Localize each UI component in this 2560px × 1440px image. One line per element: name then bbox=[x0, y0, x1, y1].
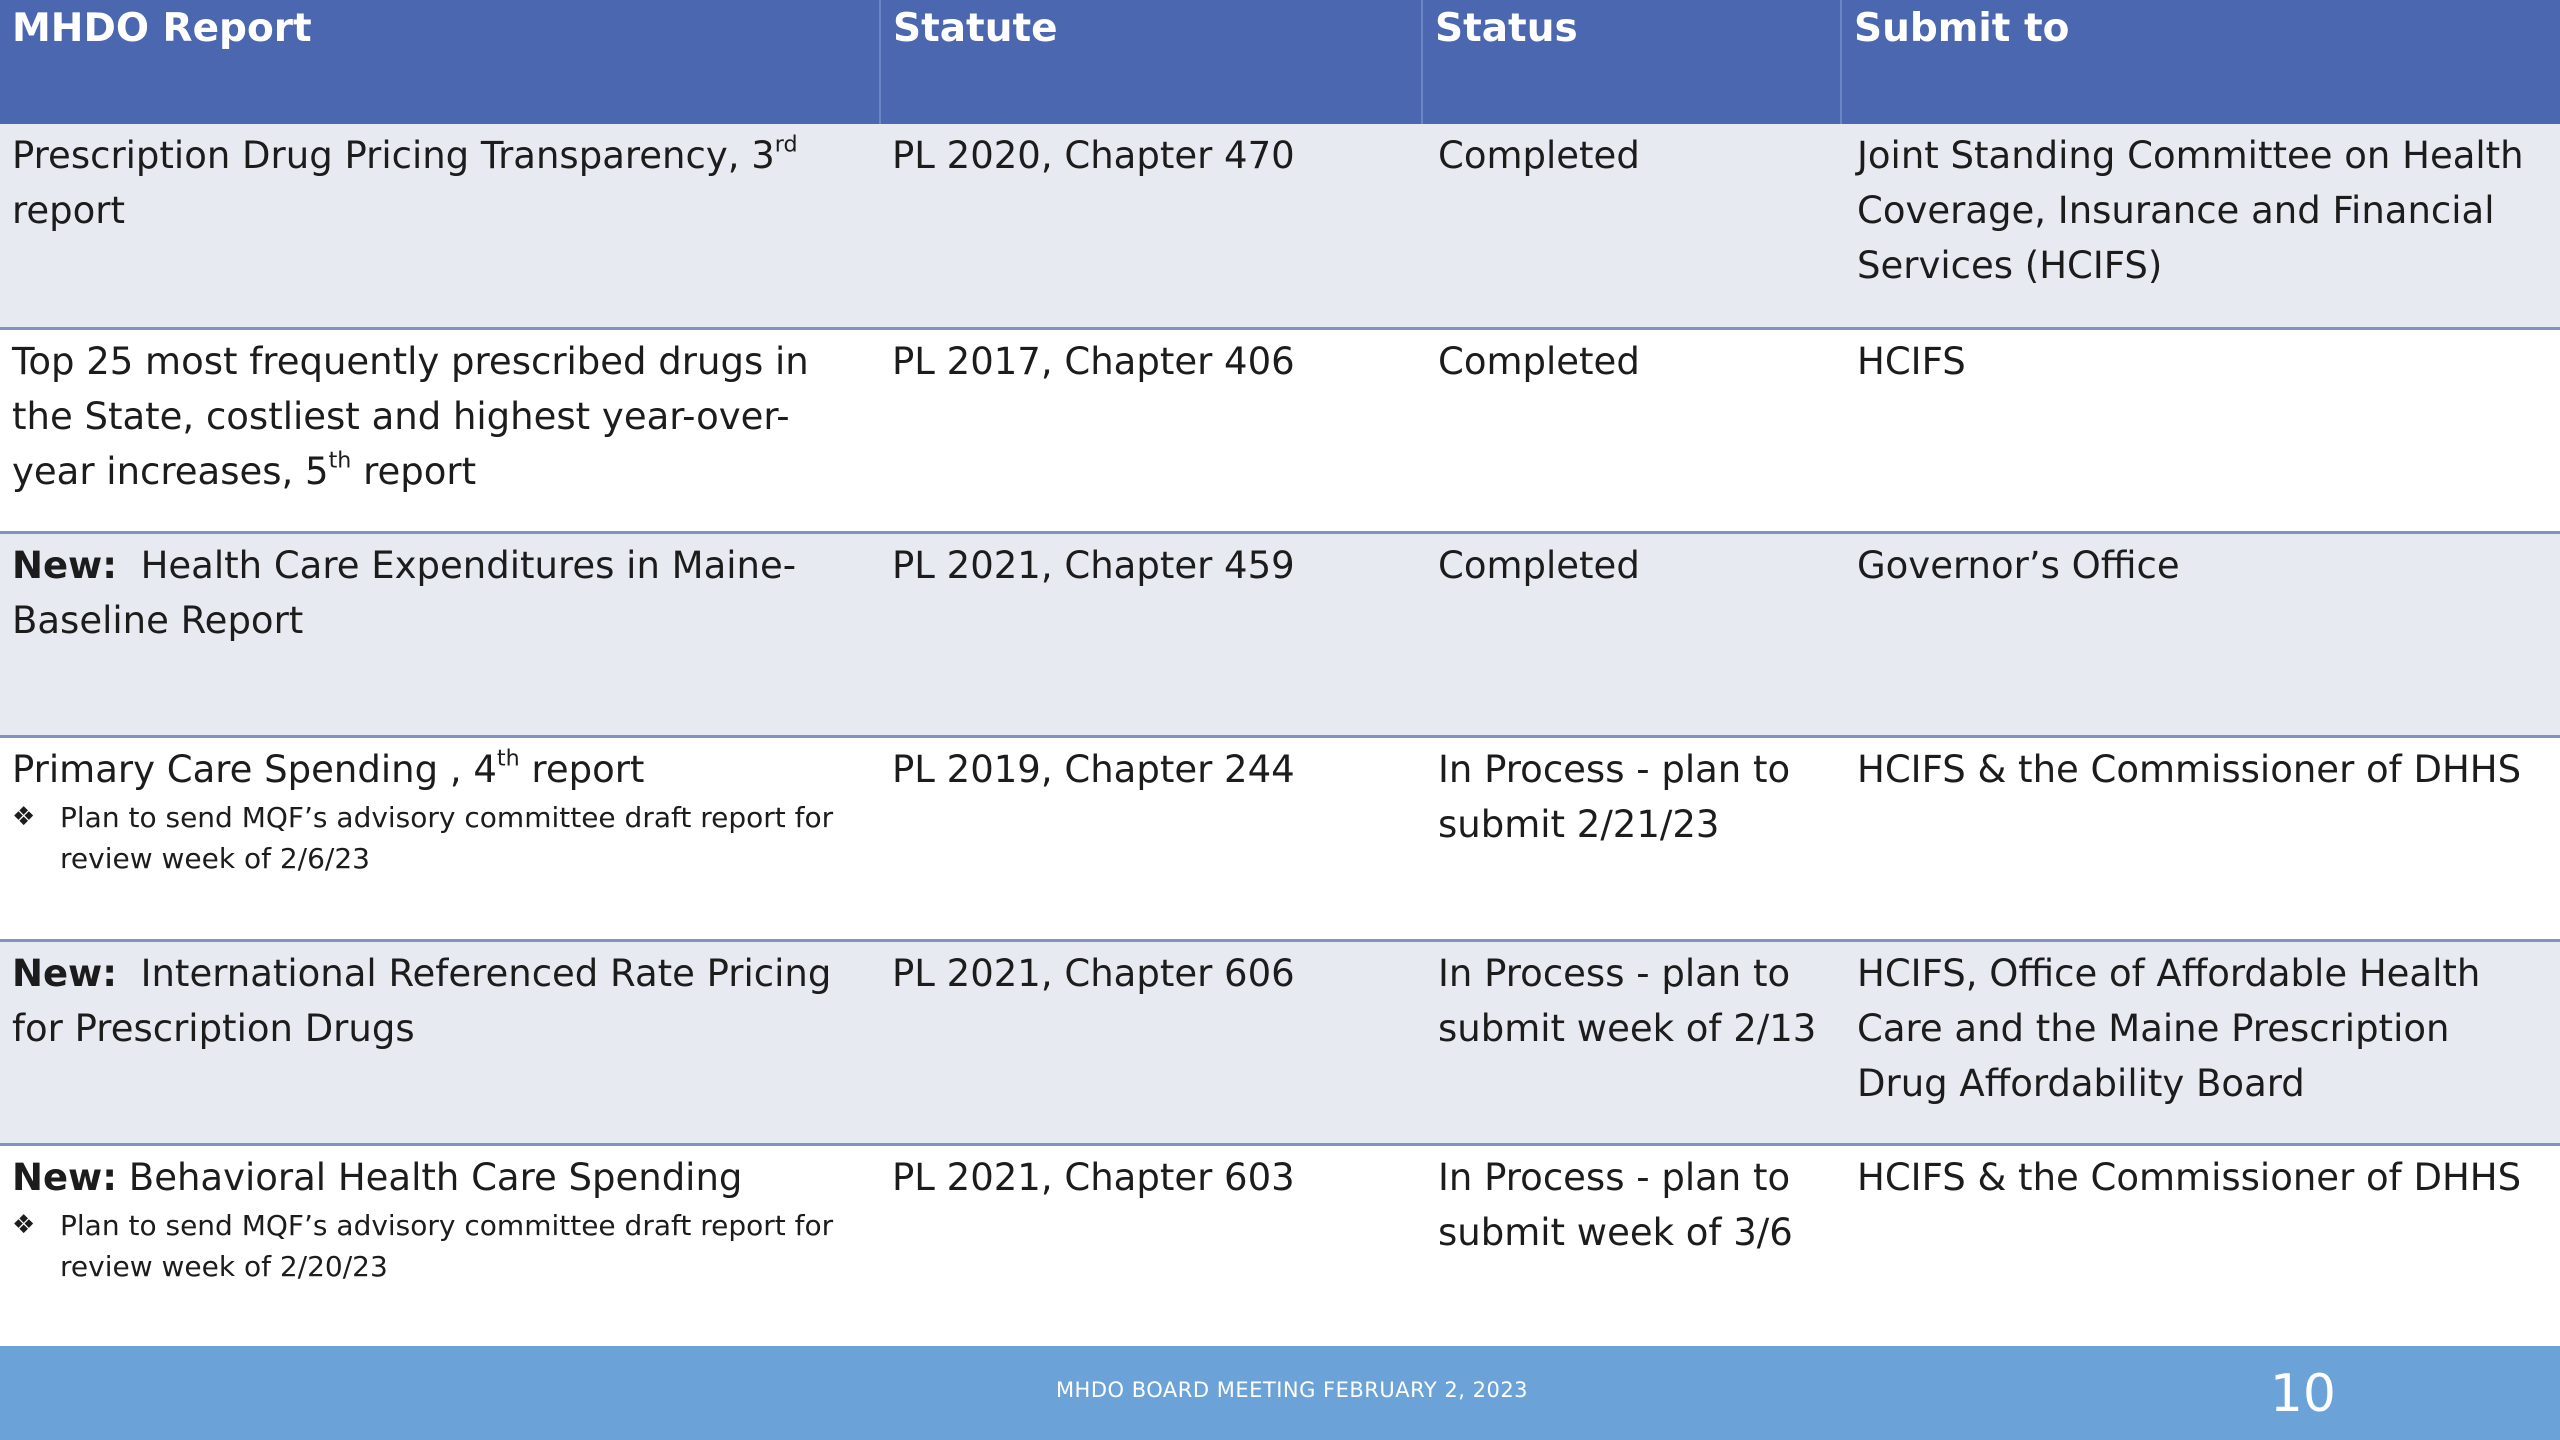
new-label: New: bbox=[12, 543, 118, 587]
diamond-bullet-icon: ❖ bbox=[12, 1209, 36, 1240]
status-cell: Completed bbox=[1422, 328, 1841, 532]
report-title-suffix: report bbox=[12, 189, 126, 232]
statute-cell: PL 2021, Chapter 603 bbox=[880, 1144, 1422, 1348]
report-cell bbox=[0, 328, 880, 532]
submit-to-cell: Joint Standing Committee on Health Coverage, Insurance and Financial Services (HCIFS) bbox=[1841, 124, 2560, 328]
submit-to-cell: HCIFS bbox=[1841, 328, 2560, 532]
header-mhdo-report: MHDO Report bbox=[0, 0, 880, 124]
report-title: Primary Care Spending , 4 bbox=[12, 747, 497, 791]
status-cell: In Process - plan to submit 2/21/23 bbox=[1422, 736, 1841, 940]
statute-cell: PL 2021, Chapter 606 bbox=[880, 940, 1422, 1144]
ordinal-suffix: th bbox=[496, 744, 520, 771]
header-submit-to: Submit to bbox=[1841, 0, 2560, 124]
report-title-suffix: report bbox=[519, 747, 645, 791]
report-note-text: Plan to send MQF’s advisory committee draft report for review week of 2/6/23 bbox=[60, 800, 834, 875]
table-row bbox=[0, 1144, 2560, 1348]
status-cell: Completed bbox=[1422, 532, 1841, 736]
submit-to-cell: Governor’s Office bbox=[1841, 532, 2560, 736]
ordinal-suffix: rd bbox=[774, 131, 798, 158]
statute-cell: PL 2020, Chapter 470 bbox=[880, 124, 1422, 328]
submit-to-cell: HCIFS & the Commissioner of DHHS bbox=[1841, 1144, 2560, 1348]
statute-cell: PL 2021, Chapter 459 bbox=[880, 532, 1422, 736]
header-statute: Statute bbox=[880, 0, 1422, 124]
new-label: New: bbox=[12, 1155, 118, 1199]
report-note bbox=[12, 1205, 868, 1287]
report-title: Health Care Expenditures in Maine- Baseline Report bbox=[12, 543, 808, 642]
footer-bar bbox=[0, 1346, 2560, 1440]
footer-meeting-label: MHDO BOARD MEETING FEBRUARY 2, 2023 bbox=[1055, 1378, 1529, 1402]
table-row bbox=[0, 328, 2560, 532]
report-note-text: Plan to send MQF’s advisory committee draft report for review week of 2/20/23 bbox=[60, 1208, 834, 1283]
table-row bbox=[0, 124, 2560, 328]
ordinal-suffix: th bbox=[328, 446, 352, 473]
diamond-bullet-icon: ❖ bbox=[12, 801, 36, 832]
report-title-suffix: report bbox=[351, 449, 477, 493]
statute-cell: PL 2019, Chapter 244 bbox=[880, 736, 1422, 940]
report-title: International Referenced Rate Pricing for Prescription Drugs bbox=[12, 951, 844, 1050]
submit-to-cell: HCIFS, Office of Affordable Health Care and the Maine Prescription Drug Affordability Board bbox=[1841, 940, 2560, 1144]
submit-to-cell: HCIFS & the Commissioner of DHHS bbox=[1841, 736, 2560, 940]
new-label: New: bbox=[12, 951, 118, 995]
report-title: Prescription Drug Pricing Transparency, 3 bbox=[12, 134, 775, 177]
report-cell bbox=[0, 736, 880, 940]
status-cell: Completed bbox=[1422, 124, 1841, 328]
report-title: Top 25 most frequently prescribed drugs in the State, costliest and highest year-over-year increases, 5 bbox=[12, 339, 809, 493]
report-note bbox=[12, 797, 868, 879]
statute-cell: PL 2017, Chapter 406 bbox=[880, 328, 1422, 532]
page-number: 10 bbox=[2269, 1364, 2336, 1424]
status-cell: In Process - plan to submit week of 3/6 bbox=[1422, 1144, 1841, 1348]
table-row bbox=[0, 940, 2560, 1144]
header-status: Status bbox=[1422, 0, 1841, 124]
report-cell bbox=[0, 1144, 880, 1348]
table-header-row bbox=[0, 0, 2560, 124]
report-cell bbox=[0, 532, 880, 736]
report-title: Behavioral Health Care Spending bbox=[117, 1155, 743, 1199]
report-cell bbox=[0, 124, 880, 328]
table-row bbox=[0, 736, 2560, 940]
status-cell: In Process - plan to submit week of 2/13 bbox=[1422, 940, 1841, 1144]
table-row bbox=[0, 532, 2560, 736]
report-cell bbox=[0, 940, 880, 1144]
